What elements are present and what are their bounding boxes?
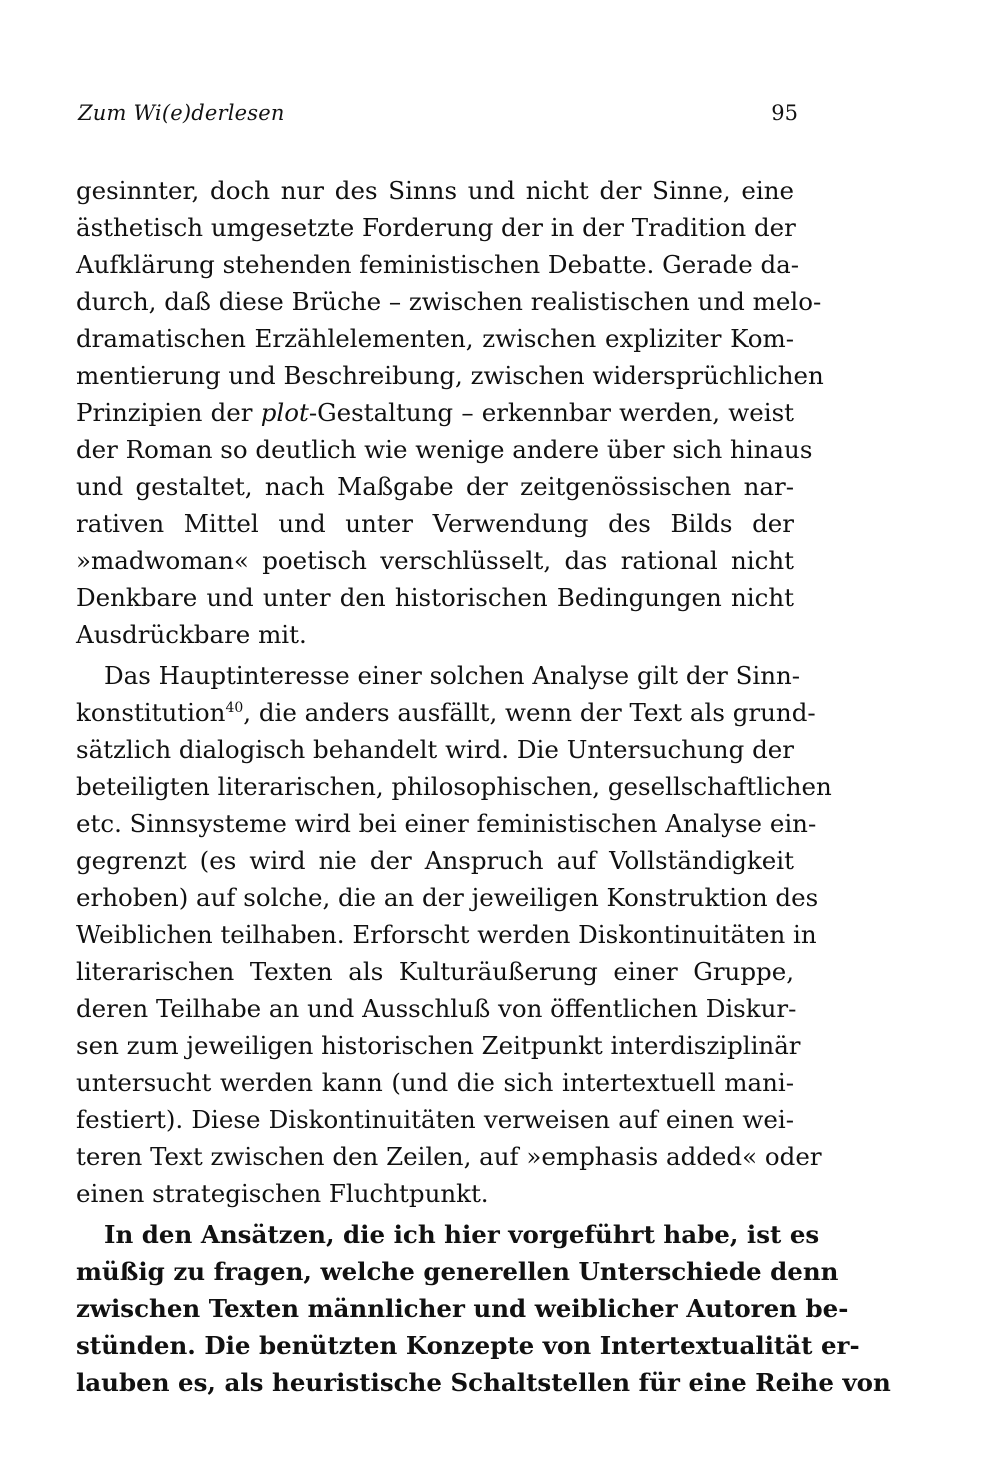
text-line: durch, daß diese Brüche – zwischen realistischen und melo- [76,287,822,316]
paragraph-1 [76,172,824,653]
text-line: zwischen Texten männlicher und weiblicher Autoren be- [76,1294,849,1323]
text-line: müßig zu fragen, welche generellen Unterschiede denn [76,1257,839,1286]
text-line: einen strategischen Fluchtpunkt. [76,1179,489,1208]
text-line-with-italic [76,394,794,431]
text-line: deren Teilhabe an und Ausschluß von öffentlichen Diskur- [76,994,797,1023]
text-line: stünden. Die benützten Konzepte von Intertextualität er- [76,1331,860,1360]
line-end: , die anders ausfällt, wenn der Text als grund- [243,698,816,727]
text-line: lauben es, als heuristische Schaltstellen für eine Reihe von [76,1368,891,1397]
text-line: literarischen Texten als Kulturäußerung einer Gruppe, [76,957,794,986]
text-line: mentierung und Beschreibung, zwischen widersprüchlichen [76,361,824,390]
text-line: Weiblichen teilhaben. Erforscht werden Diskontinuitäten in [76,920,817,949]
text-line: gegrenzt (es wird nie der Anspruch auf Vollständigkeit [76,846,794,875]
text-line: sätzlich dialogisch behandelt wird. Die Untersuchung der [76,735,794,764]
text-line: und gestaltet, nach Maßgabe der zeitgenössischen nar- [76,472,794,501]
text-line: Ausdrückbare mit. [76,620,307,649]
text-line: teren Text zwischen den Zeilen, auf »emphasis added« oder [76,1142,822,1171]
paragraph-2 [76,657,832,1212]
text-line: erhoben) auf solche, die an der jeweiligen Konstruktion des [76,883,819,912]
text-line: gesinnter, doch nur des Sinns und nicht der Sinne, eine [76,176,794,205]
text-line: In den Ansätzen, die ich hier vorgeführt habe, ist es [104,1220,820,1249]
text-line: untersucht werden kann (und die sich intertextuell mani- [76,1068,794,1097]
text-line: Aufklärung stehenden feministischen Debatte. Gerade da- [76,250,800,279]
text-line: ästhetisch umgesetzte Forderung der in der Tradition der [76,213,796,242]
footnote-marker[interactable]: 40 [225,699,244,716]
italic-word-plot: plot [260,398,309,427]
body-text [76,172,891,1401]
line-start: konstitution [76,698,226,727]
text-line: festiert). Diese Diskontinuitäten verweisen auf einen wei- [76,1105,794,1134]
line-suffix: -Gestaltung – erkennbar werden, weist [308,398,794,427]
text-line-with-footnote [76,694,816,731]
text-line: etc. Sinnsysteme wird bei einer feministischen Analyse ein- [76,809,817,838]
page-header [78,98,798,128]
text-line: sen zum jeweiligen historischen Zeitpunkt interdisziplinär [76,1031,801,1060]
line-prefix: Prinzipien der [76,398,261,427]
text-line: Das Hauptinteresse einer solchen Analyse gilt der Sinn- [104,661,801,690]
text-line: dramatischen Erzählelementen, zwischen expliziter Kom- [76,324,794,353]
text-line: Denkbare und unter den historischen Bedingungen nicht [76,583,794,612]
text-line: der Roman so deutlich wie wenige andere über sich hinaus [76,435,813,464]
text-line: »madwoman« poetisch verschlüsselt, das rational nicht [76,546,794,575]
page-number: 95 [771,101,798,125]
text-line: beteiligten literarischen, philosophischen, gesellschaftlichen [76,772,832,801]
paragraph-3 [76,1216,891,1401]
running-title: Zum Wi(e)derlesen [78,101,285,125]
text-line: rativen Mittel und unter Verwendung des Bilds der [76,509,794,538]
